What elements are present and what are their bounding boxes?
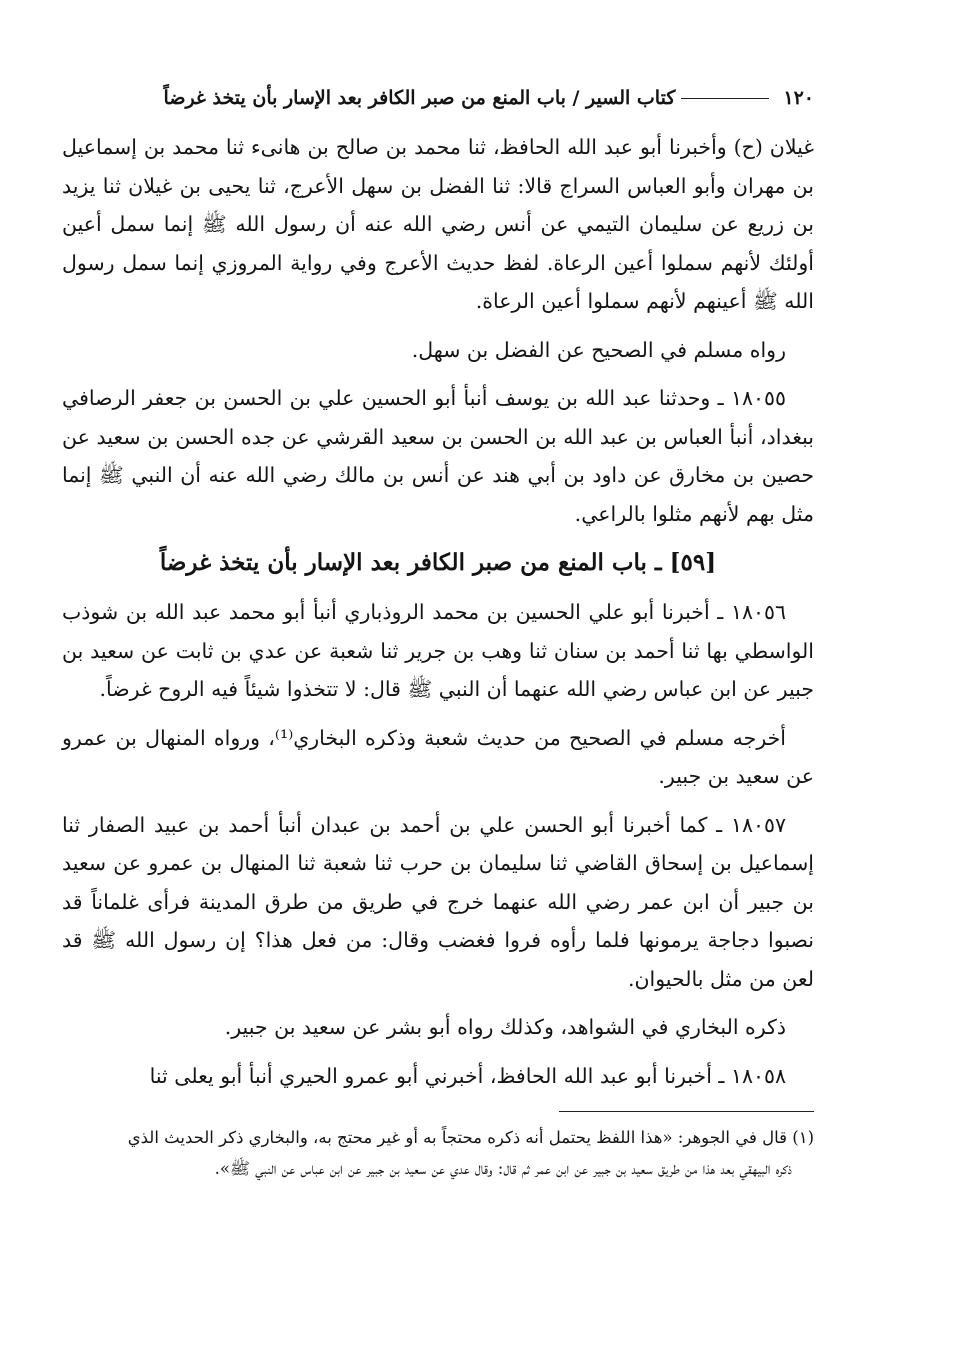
footnote-line: ذكره البيهقي بعد هذا من طريق سعيد بن جبير عن ابن عمر ثم قال: وقال عدي عن سعيد بن جبير عن ابن عباس عن النبي ﷺ». (214, 1159, 792, 1178)
paragraph: غيلان (ح) وأخبرنا أبو عبد الله الحافظ، ثنا محمد بن صالح بن هانىء ثنا محمد بن إسماعيل بن مهران وأبو العباس السراج قالا: ثنا الفضل بن سهل الأعرج، ثنا يحيى بن غيلان ثنا يزيد بن زريع عن سليمان التيمي عن أنس رضي الله عنه أن رسول الله ﷺ إنما سمل أعين أولئك لأنهم سملوا أعين الرعاة. لفظ حديث الأعرج وفي رواية المروزي إنما سمل رسول الله ﷺ أعينهم لأنهم سملوا أعين الرعاة. (62, 135, 815, 313)
paragraph: ذكره البخاري في الشواهد، وكذلك رواه أبو بشر عن سعيد بن جبير. (224, 1015, 786, 1039)
hadith-18058: ١٨٠٥٨ ـ أخبرنا أبو عبد الله الحافظ، أخبرني أبو عمرو الحيري أنبأ أبو يعلى ثنا (149, 1063, 786, 1088)
hadith-18056: ١٨٠٥٦ ـ أخبرنا أبو علي الحسين بن محمد الروذباري أنبأ أبو محمد عبد الله بن شوذب الواسطي بها ثنا أحمد بن سنان ثنا وهب بن جرير ثنا شعبة عن عدي بن ثابت عن سعيد بن جبير عن ابن عباس رضي الله عنهما أن النبي ﷺ قال: لا تتخذوا شيئاً فيه الروح غرضاً. (62, 600, 814, 701)
header-rule (681, 98, 769, 99)
page-body (62, 128, 814, 1184)
footnote-line: (١) قال في الجوهر: «هذا اللفظ يحتمل أنه ذكره محتجاً به أو غير محتج به، والبخاري ذكر الحديث الذي (127, 1128, 814, 1147)
hadith-18057: ١٨٠٥٧ ـ كما أخبرنا أبو الحسن علي بن أحمد بن عبدان أنبأ أحمد بن عبيد الصفار ثنا إسماعيل بن إسحاق القاضي ثنا سليمان بن حرب ثنا شعبة ثنا المنهال بن عمرو عن سعيد بن جبير أن ابن عمر رضي الله عنهما خرج في طريق من طرق المدينة فرأى غلماناً قد نصبوا دجاجة يرمونها فلما رأوه فروا فغضب وقال: من فعل هذا؟ إن رسول الله ﷺ قد لعن من مثل بالحيوان. (62, 812, 814, 991)
section-title: [٥٩] ـ باب المنع من صبر الكافر بعد الإسار بأن يتخذ غرضاً (159, 549, 717, 576)
paragraph: رواه مسلم في الصحيح عن الفضل بن سهل. (411, 337, 786, 362)
page-number: ١٢٠ (783, 87, 814, 109)
book-page (62, 78, 814, 1338)
header-title: كتاب السير / باب المنع من صبر الكافر بعد الإسار بأن يتخذ غرضاً (163, 87, 676, 109)
running-header (62, 78, 814, 118)
footnote-divider (559, 1111, 814, 1112)
paragraph: أخرجه مسلم في الصحيح من حديث شعبة وذكره البخاري⁽¹⁾، ورواه المنهال بن عمرو عن سعيد بن جبير. (62, 725, 814, 788)
hadith-18055: ١٨٠٥٥ ـ وحدثنا عبد الله بن يوسف أنبأ أبو الحسين علي بن الحسن بن جعفر الرصافي ببغداد، أنبأ العباس بن عبد الله بن الحسن بن سعيد القرشي عن جده الحسن بن سعيد عن حصين بن مخارق عن داود بن أبي هند عن أنس بن مالك رضي الله عنه أن النبي ﷺ إنما مثل بهم لأنهم مثلوا بالراعي. (62, 386, 814, 526)
